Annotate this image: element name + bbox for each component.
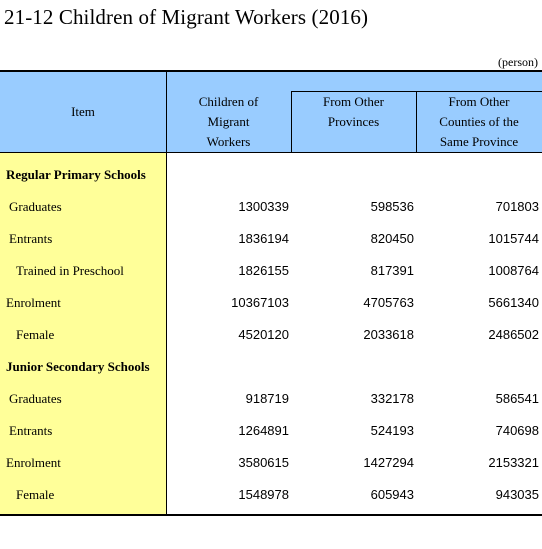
cell-value: 10367103 xyxy=(231,295,289,310)
unit-label: (person) xyxy=(498,55,538,69)
cell-value: 1008764 xyxy=(488,263,539,278)
cell-value: 1015744 xyxy=(488,231,539,246)
row-label: Trained in Preschool xyxy=(16,263,124,278)
table-row xyxy=(0,448,542,480)
header-item: Item xyxy=(71,104,95,119)
table-row xyxy=(0,320,542,352)
cell-value: 701803 xyxy=(495,199,539,214)
header-from-other-provinces: From Other Provinces xyxy=(322,94,385,129)
row-label: Enrolment xyxy=(6,295,61,310)
cell-value: 524193 xyxy=(370,423,414,438)
table-row xyxy=(0,256,542,288)
cell-value: 3580615 xyxy=(238,455,289,470)
cell-value: 4705763 xyxy=(363,295,414,310)
row-label: Graduates xyxy=(9,199,62,214)
cell-value: 5661340 xyxy=(488,295,539,310)
page-title: 21-12 Children of Migrant Workers (2016) xyxy=(4,5,369,29)
row-label: Regular Primary Schools xyxy=(6,167,146,182)
cell-value: 820450 xyxy=(370,231,414,246)
row-label: Enrolment xyxy=(6,455,61,470)
cell-value: 2486502 xyxy=(488,327,539,342)
table-row xyxy=(0,224,542,256)
row-label: Junior Secondary Schools xyxy=(6,359,150,374)
cell-value: 918719 xyxy=(245,391,289,406)
cell-value: 1300339 xyxy=(238,199,289,214)
table-row-section xyxy=(0,352,542,384)
cell-value: 2033618 xyxy=(363,327,414,342)
cell-value: 598536 xyxy=(370,199,414,214)
cell-value: 586541 xyxy=(495,391,539,406)
cell-value: 4520120 xyxy=(238,327,289,342)
cell-value: 1826155 xyxy=(238,263,289,278)
header-bottom-rule xyxy=(0,152,542,153)
row-label: Graduates xyxy=(9,391,62,406)
table-top-rule xyxy=(0,70,542,72)
cell-value: 1836194 xyxy=(238,231,289,246)
cell-value: 1264891 xyxy=(238,423,289,438)
table-bottom-rule xyxy=(0,514,542,516)
cell-value: 1427294 xyxy=(363,455,414,470)
row-label: Entrants xyxy=(9,231,53,246)
table-row xyxy=(0,192,542,224)
cell-value: 332178 xyxy=(370,391,414,406)
table-row xyxy=(0,480,542,512)
cell-value: 1548978 xyxy=(238,487,289,502)
cell-value: 2153321 xyxy=(488,455,539,470)
header-children-of-migrant-workers: Children of Migrant Workers xyxy=(198,94,259,149)
table-row xyxy=(0,288,542,320)
cell-value: 740698 xyxy=(495,423,539,438)
cell-value: 605943 xyxy=(370,487,414,502)
cell-value: 817391 xyxy=(370,263,414,278)
table-row xyxy=(0,384,542,416)
cell-value: 943035 xyxy=(495,487,539,502)
table-row-section xyxy=(0,160,542,192)
row-label: Entrants xyxy=(9,423,53,438)
row-label: Female xyxy=(16,487,55,502)
table-row xyxy=(0,416,542,448)
row-label: Female xyxy=(16,327,55,342)
header-from-other-counties: From Other Counties of the Same Province xyxy=(439,94,519,149)
